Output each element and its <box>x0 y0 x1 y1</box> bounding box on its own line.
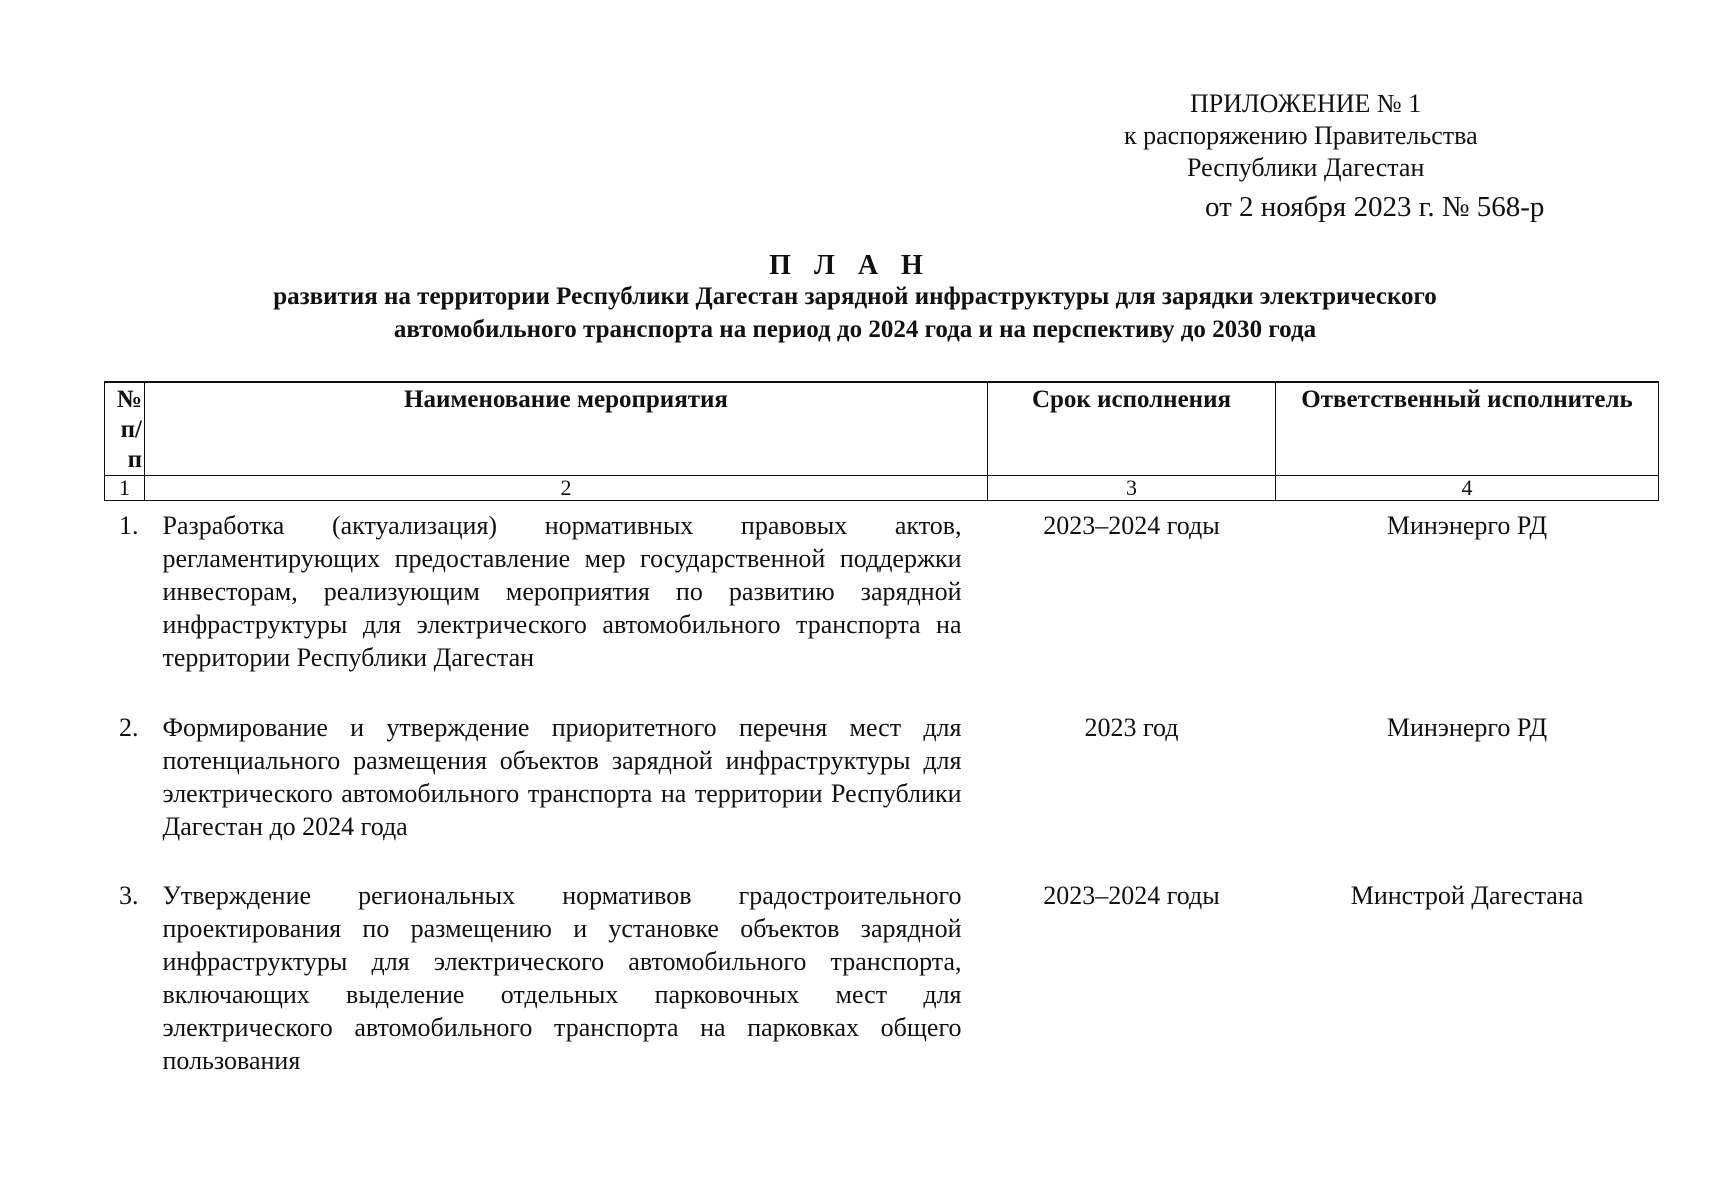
appendix-date: от 2 ноября 2023 г. № 568-р <box>1205 191 1545 223</box>
activity-name: Формирование и утверждение приоритетного перечня мест для потенциального размещения объектов зарядной инфраструктуры для электрического автомобильного транспорта на территории Республики Дагестан до 2024 года <box>162 713 962 841</box>
column-index: 1 <box>105 476 145 501</box>
row-number: 1. <box>119 511 139 540</box>
table-row <box>105 703 1659 871</box>
column-index: 2 <box>145 476 988 501</box>
row-number: 2. <box>119 713 139 742</box>
header-activity-name: Наименование мероприятия <box>145 382 988 476</box>
responsible-executor: Минэнерго РД <box>1386 713 1548 742</box>
deadline: 2023–2024 годы <box>1043 511 1220 540</box>
header-deadline: Срок исполнения <box>988 382 1276 476</box>
appendix-issuer: Республики Дагестан <box>1187 153 1425 182</box>
plan-title: П Л А Н <box>769 250 931 281</box>
column-index: 3 <box>988 476 1276 501</box>
plan-table <box>104 381 1658 1079</box>
table-row <box>105 871 1659 1079</box>
column-index-row <box>105 476 1659 501</box>
appendix-reference: к распоряжению Правительства <box>1124 121 1478 150</box>
responsible-executor: Минэнерго РД <box>1386 511 1548 540</box>
header-responsible: Ответственный исполнитель <box>1276 382 1659 476</box>
table-row <box>105 501 1659 704</box>
table-header-row <box>105 382 1659 476</box>
activity-name: Разработка (актуализация) нормативных правовых актов, регламентирующих предоставление мер государственной поддержки инвесторам, реализующим мероприятия по развитию зарядной инфраструктуры для электрического автомобильного транспорта на территории Республики Дагестан <box>162 511 962 672</box>
plan-subtitle-line-2: автомобильного транспорта на период до 2024 года и на перспективу до 2030 года <box>393 316 1317 343</box>
deadline: 2023 год <box>1084 713 1179 742</box>
appendix-title: ПРИЛОЖЕНИЕ № 1 <box>1190 89 1422 118</box>
column-index: 4 <box>1276 476 1659 501</box>
responsible-executor: Минстрой Дагестана <box>1350 881 1584 910</box>
activity-name: Утверждение региональных нормативов градостроительного проектирования по размещению и установке объектов зарядной инфраструктуры для электрического автомобильного транспорта, включающих выделение отдельных парковочных мест для электрического автомобильного транспорта на парковках общего пользования <box>162 881 962 1075</box>
plan-subtitle-line-1: развития на территории Республики Дагестан зарядной инфраструктуры для зарядки электрического <box>273 283 1437 310</box>
deadline: 2023–2024 годы <box>1043 881 1220 910</box>
row-number: 3. <box>119 881 139 910</box>
header-number: № п/п <box>105 382 145 476</box>
